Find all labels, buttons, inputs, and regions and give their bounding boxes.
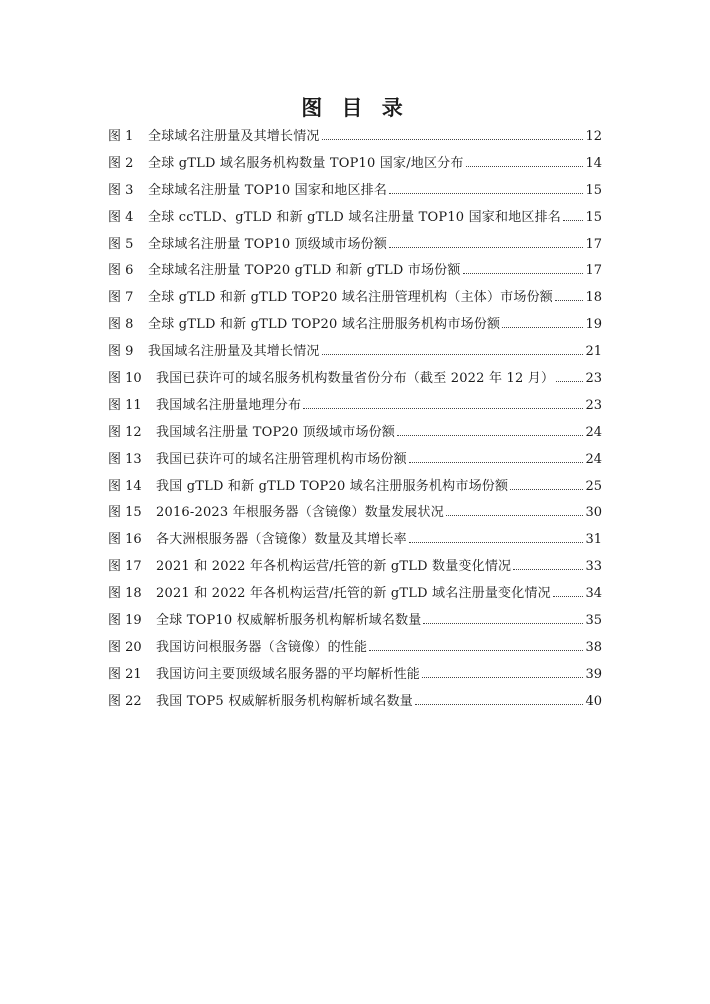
page-number: 31 — [585, 532, 602, 548]
dot-leader — [389, 192, 583, 194]
figure-title: 2016-2023 年根服务器（含镜像）数量发展状况 — [156, 505, 444, 521]
figure-number: 图 3 — [108, 182, 134, 198]
dot-leader — [502, 326, 583, 328]
figure-title: 我国域名注册量及其增长情况 — [148, 344, 320, 360]
figure-number: 图 7 — [108, 290, 134, 306]
figure-number: 图 17 — [108, 559, 142, 575]
toc-entry[interactable] — [108, 665, 602, 692]
page-number: 14 — [585, 155, 602, 171]
figure-title: 2021 和 2022 年各机构运营/托管的新 gTLD 数量变化情况 — [156, 559, 512, 575]
dot-leader — [303, 407, 583, 409]
toc-entry[interactable] — [108, 235, 602, 262]
toc-title: 图 目 录 — [301, 96, 409, 120]
figure-title: 全球 ccTLD、gTLD 和新 gTLD 域名注册量 TOP10 国家和地区排名 — [148, 209, 561, 225]
toc-entry[interactable] — [108, 261, 602, 288]
figure-title: 我国域名注册量地理分布 — [156, 397, 302, 413]
toc-entry[interactable] — [108, 208, 602, 235]
dot-leader — [322, 138, 584, 140]
page-number: 12 — [585, 129, 602, 144]
toc-entry[interactable] — [108, 423, 602, 450]
figure-number: 图 5 — [108, 236, 134, 252]
figure-number: 图 4 — [108, 209, 134, 225]
dot-leader — [369, 649, 583, 651]
figure-number: 图 18 — [108, 586, 142, 602]
dot-leader — [409, 541, 584, 543]
dot-leader — [556, 380, 583, 382]
page-number: 15 — [585, 182, 602, 198]
figure-title: 全球域名注册量 TOP10 国家和地区排名 — [148, 182, 388, 198]
toc-entry[interactable] — [108, 127, 602, 154]
figure-title: 我国 TOP5 权威解析服务机构解析域名数量 — [156, 693, 414, 709]
toc-list — [108, 127, 602, 719]
page-number: 17 — [585, 263, 602, 279]
figure-title: 全球 gTLD 和新 gTLD TOP20 域名注册服务机构市场份额 — [148, 317, 501, 333]
figure-title: 我国访问根服务器（含镜像）的性能 — [156, 639, 368, 655]
figure-number: 图 2 — [108, 155, 134, 171]
toc-entry[interactable] — [108, 315, 602, 342]
figure-number: 图 15 — [108, 505, 142, 521]
figure-number: 图 22 — [108, 693, 142, 709]
page-number: 24 — [585, 451, 602, 467]
figure-number: 图 6 — [108, 263, 134, 279]
page-number: 40 — [585, 693, 602, 709]
dot-leader — [463, 272, 584, 274]
toc-entry[interactable] — [108, 450, 602, 477]
figure-number: 图 13 — [108, 451, 142, 467]
figure-number: 图 14 — [108, 478, 142, 494]
figure-number: 图 11 — [108, 397, 142, 413]
toc-entry[interactable] — [108, 154, 602, 181]
page-number: 15 — [585, 209, 602, 225]
page-number: 17 — [585, 236, 602, 252]
dot-leader — [555, 299, 583, 301]
page-number: 38 — [585, 639, 602, 655]
page-number: 35 — [585, 613, 602, 629]
page-number: 18 — [585, 290, 602, 306]
figure-number: 图 19 — [108, 613, 142, 629]
figure-title: 各大洲根服务器（含镜像）数量及其增长率 — [156, 532, 407, 548]
figure-number: 图 12 — [108, 424, 142, 440]
page-number: 30 — [585, 505, 602, 521]
dot-leader — [322, 353, 584, 355]
toc-entry[interactable] — [108, 342, 602, 369]
dot-leader — [423, 622, 583, 624]
figure-number: 图 10 — [108, 371, 142, 387]
toc-entry[interactable] — [108, 638, 602, 665]
figure-title: 我国已获许可的域名服务机构数量省份分布（截至 2022 年 12 月） — [156, 371, 555, 387]
figure-title: 全球域名注册量 TOP20 gTLD 和新 gTLD 市场份额 — [148, 263, 461, 279]
dot-leader — [409, 461, 584, 463]
dot-leader — [422, 676, 583, 678]
figure-title: 全球域名注册量及其增长情况 — [148, 129, 320, 144]
dot-leader — [389, 246, 583, 248]
figure-number: 图 20 — [108, 639, 142, 655]
dot-leader — [415, 703, 583, 705]
figure-title: 全球域名注册量 TOP10 顶级域市场份额 — [148, 236, 388, 252]
figure-title: 2021 和 2022 年各机构运营/托管的新 gTLD 域名注册量变化情况 — [156, 586, 551, 602]
figure-number: 图 16 — [108, 532, 142, 548]
page-number: 24 — [585, 424, 602, 440]
figure-number: 图 1 — [108, 129, 134, 144]
figure-number: 图 9 — [108, 344, 134, 360]
dot-leader — [466, 165, 584, 167]
figure-title: 全球 gTLD 域名服务机构数量 TOP10 国家/地区分布 — [148, 155, 464, 171]
figure-number: 图 8 — [108, 317, 134, 333]
figure-title: 全球 gTLD 和新 gTLD TOP20 域名注册管理机构（主体）市场份额 — [148, 290, 553, 306]
page-number: 34 — [585, 586, 602, 602]
page-number: 33 — [585, 559, 602, 575]
dot-leader — [510, 488, 583, 490]
figure-title: 全球 TOP10 权威解析服务机构解析域名数量 — [156, 613, 422, 629]
figure-title: 我国 gTLD 和新 gTLD TOP20 域名注册服务机构市场份额 — [156, 478, 509, 494]
toc-entry[interactable] — [108, 530, 602, 557]
toc-entry[interactable] — [108, 181, 602, 208]
toc-entry[interactable] — [108, 503, 602, 530]
dot-leader — [513, 568, 583, 570]
toc-entry[interactable] — [108, 584, 602, 611]
toc-entry[interactable] — [108, 288, 602, 315]
toc-entry[interactable] — [108, 692, 602, 719]
toc-entry[interactable] — [108, 396, 602, 423]
dot-leader — [553, 595, 584, 597]
page-number: 23 — [585, 371, 602, 387]
toc-entry[interactable] — [108, 557, 602, 584]
page-number: 21 — [585, 344, 602, 360]
page-number: 23 — [585, 397, 602, 413]
dot-leader — [563, 219, 583, 221]
figure-title: 我国访问主要顶级域名服务器的平均解析性能 — [156, 666, 421, 682]
toc-entry[interactable] — [108, 477, 602, 504]
figure-number: 图 21 — [108, 666, 142, 682]
toc-entry[interactable] — [108, 611, 602, 638]
dot-leader — [446, 514, 584, 516]
figure-title: 我国已获许可的域名注册管理机构市场份额 — [156, 451, 407, 467]
dot-leader — [397, 434, 583, 436]
page-number: 39 — [585, 666, 602, 682]
toc-entry[interactable] — [108, 369, 602, 396]
page-number: 25 — [585, 478, 602, 494]
figure-title: 我国域名注册量 TOP20 顶级域市场份额 — [156, 424, 396, 440]
page-number: 19 — [585, 317, 602, 333]
